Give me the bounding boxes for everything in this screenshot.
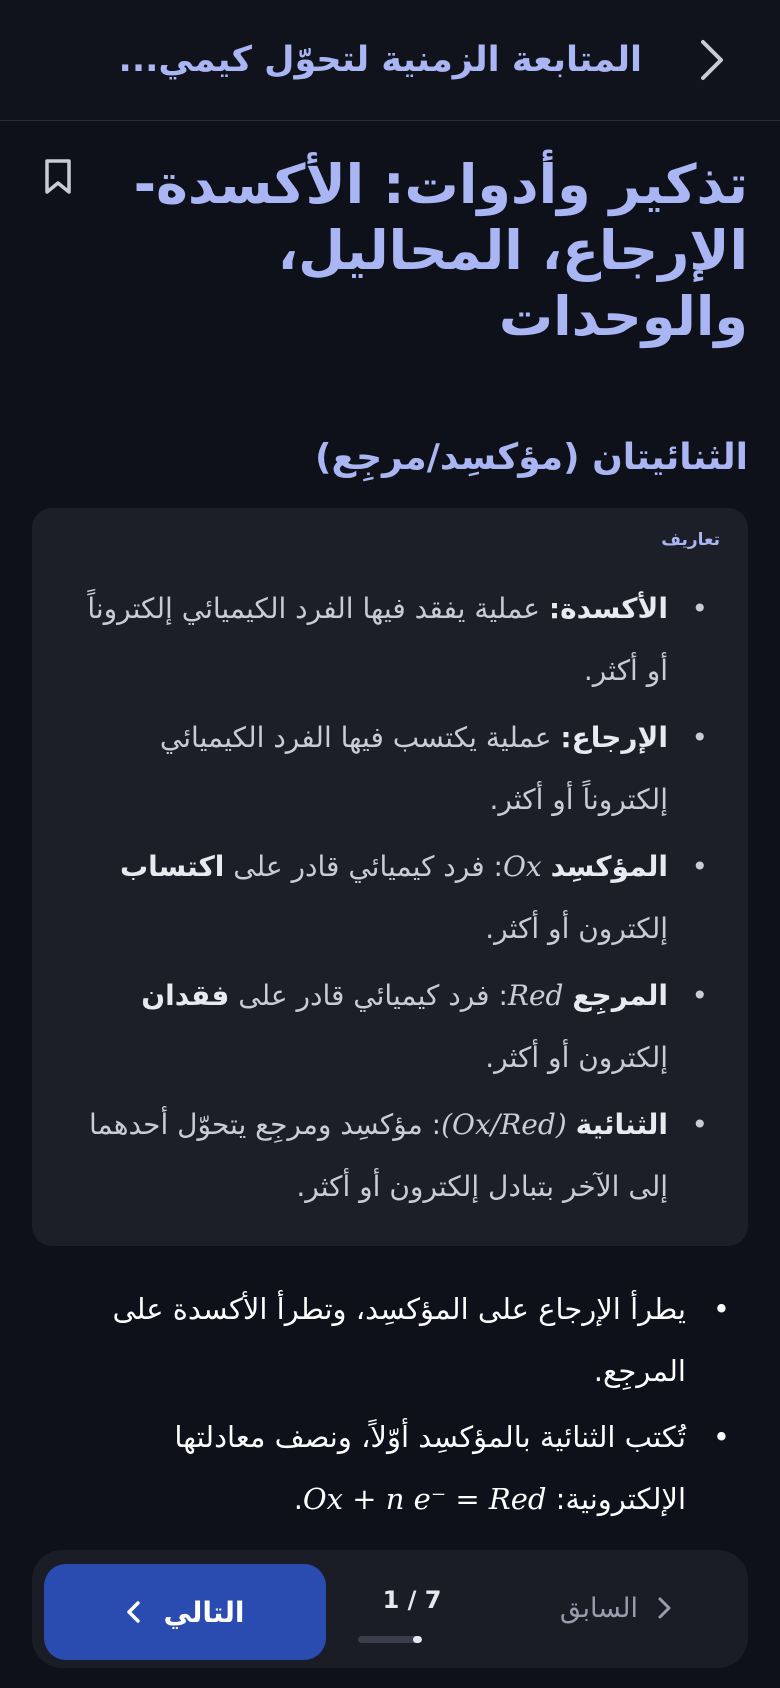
definition-text: : مؤكسِد ومرجِع يتحوّل أحدهما إلى الآخر بتبادل إلكترون أو أكثر.: [88, 1108, 668, 1203]
notes-list: [46, 1278, 736, 1534]
definition-text: إلكترون أو أكثر.: [485, 912, 668, 945]
progress-fill: [413, 1636, 422, 1643]
list-item: [72, 578, 712, 702]
list-item: [72, 707, 712, 831]
list-item: [46, 1406, 736, 1530]
previous-button[interactable]: [560, 1580, 672, 1636]
definition-text: عملية يفقد فيها الفرد الكيميائي إلكتروناً أو أكثر.: [87, 592, 668, 687]
bottom-navigation: [32, 1550, 748, 1668]
top-app-bar: [0, 0, 780, 121]
page-title: تذكير وأدوات: الأكسدة-الإرجاع، المحاليل، والوحدات: [133, 153, 748, 348]
bookmark-icon: [42, 158, 74, 196]
previous-label: السابق: [559, 1592, 638, 1624]
next-button[interactable]: [44, 1564, 326, 1660]
term: المرجِع: [572, 979, 668, 1012]
list-item: [72, 965, 712, 1089]
term: الأكسدة:: [548, 592, 668, 625]
next-label: التالي: [163, 1595, 245, 1629]
bookmark-button[interactable]: [38, 158, 74, 198]
definition-text: عملية يكتسب فيها الفرد الكيميائي إلكتروناً أو أكثر.: [159, 721, 668, 816]
list-item: [72, 836, 712, 960]
chevron-right-icon: [697, 38, 727, 82]
definitions-card: [32, 508, 748, 1246]
emphasis: فقدان: [141, 979, 230, 1012]
course-title: المتابعة الزمنية لتحوّل كيمي...: [118, 40, 642, 80]
list-item: [72, 1094, 712, 1218]
term: المؤكسِد: [550, 850, 668, 883]
note-text: تُكتب الثنائية بالمؤكسِد أوّلاً، ونصف معادلتها الإلكترونية:: [174, 1420, 686, 1516]
math-equation: Ox + n e⁻ = Red: [302, 1482, 547, 1516]
definition-text: : فرد كيميائي قادر على: [224, 850, 503, 883]
definition-text: : فرد كيميائي قادر على: [229, 979, 508, 1012]
definitions-tag: تعاريف: [661, 530, 720, 550]
progress-track: [358, 1636, 422, 1643]
note-text: .: [293, 1482, 303, 1516]
note-text: يطرأ الإرجاع على المؤكسِد، وتطرأ الأكسدة على المرجِع.: [112, 1292, 686, 1388]
math-symbol: (Ox/Red): [441, 1108, 567, 1141]
back-button[interactable]: [688, 36, 736, 84]
math-symbol: Ox: [502, 850, 542, 883]
math-symbol: Red: [507, 979, 564, 1012]
section-heading: الثنائيتان (مؤكسِد/مرجِع): [315, 437, 748, 478]
chevron-right-icon: [656, 1596, 672, 1620]
emphasis: اكتساب: [119, 850, 225, 883]
term: الإرجاع:: [560, 721, 668, 754]
definitions-list: [72, 578, 712, 1223]
chevron-left-icon: [126, 1600, 142, 1624]
list-item: [46, 1278, 736, 1402]
page-indicator: 1 / 7: [382, 1586, 442, 1614]
definition-text: إلكترون أو أكثر.: [485, 1041, 668, 1074]
term: الثنائية: [575, 1108, 668, 1141]
